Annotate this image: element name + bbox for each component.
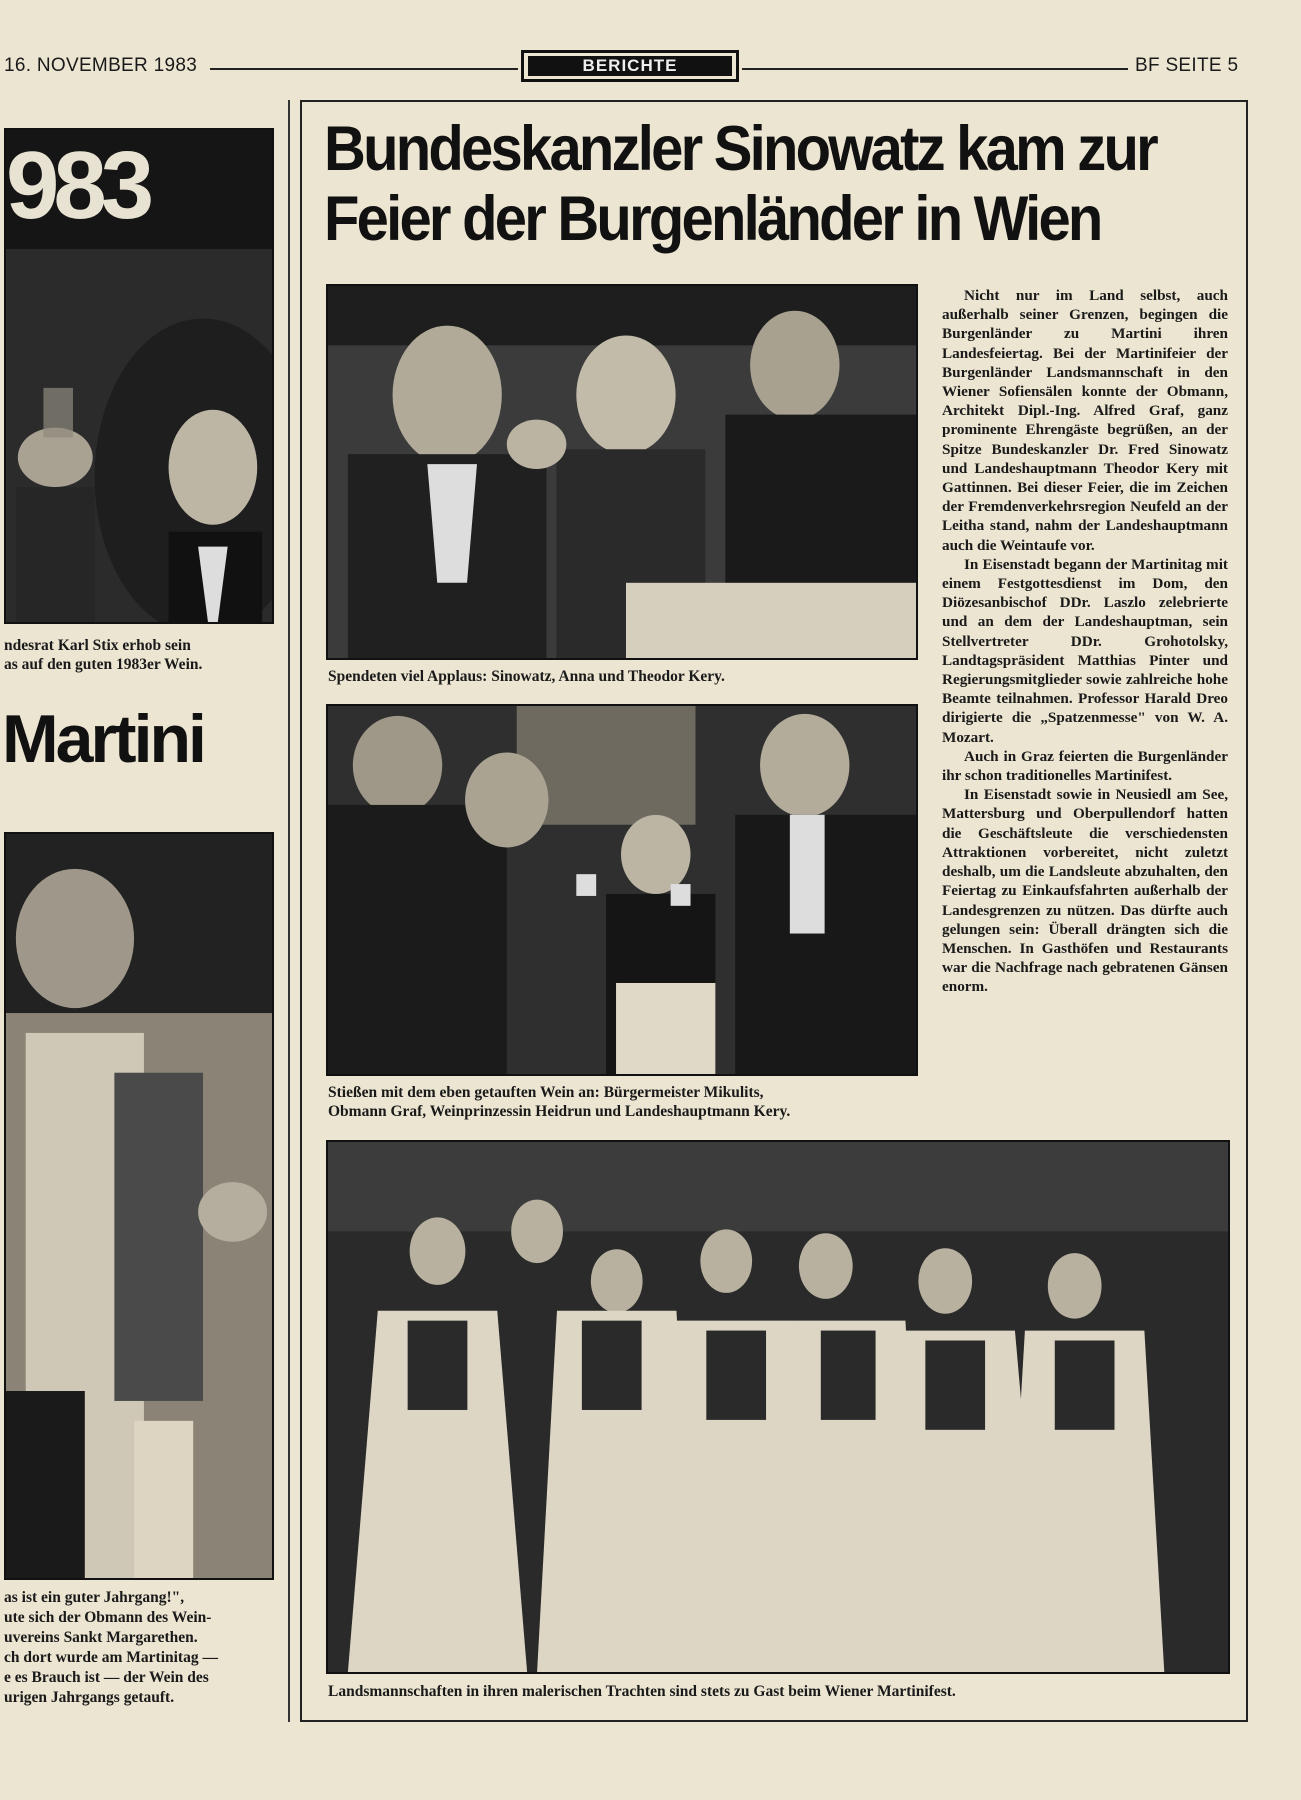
page-number: BF SEITE 5	[1135, 55, 1239, 76]
caption-line: ute sich der Obmann des Wein-	[4, 1609, 212, 1626]
caption-line: ndesrat Karl Stix erhob sein	[4, 637, 191, 654]
caption-line: e es Brauch ist — der Wein des	[4, 1669, 209, 1686]
section-label-box	[521, 50, 739, 82]
caption-line: as ist ein guter Jahrgang!",	[4, 1589, 185, 1606]
headline-line: Bundeskanzler Sinowatz kam zur	[324, 114, 1156, 184]
article-body	[942, 286, 1228, 997]
caption-traditional-costumes: Landsmannschaften in ihren malerischen Trachten sind stets zu Gast beim Wiener Martinifest.	[328, 1683, 956, 1700]
year-sign: 983	[6, 132, 149, 239]
caption-line: uvereins Sankt Margarethen.	[4, 1629, 198, 1646]
headline-line: Feier der Burgenländer in Wien	[324, 184, 1101, 254]
caption-karl-stix	[4, 636, 284, 674]
caption-line: Obmann Graf, Weinprinzessin Heidrun und Landeshauptmann Kery.	[328, 1103, 791, 1120]
photo-wine-toast	[4, 832, 274, 1580]
body-paragraph: In Eisenstadt sowie in Neusiedl am See, Mattersburg und Oberpullendorf hatten die Geschäftsleute die verschiedensten Attraktionen vorbereitet, nicht zuletzt deshalb, um die Landsleute abzuhalten, den Feiertag zu Einkaufsfahrten außerhalb der Landesgrenzen zu nützen. Das dürfte auch gelungen sein: Überall drängten sich die Menschen. In Gasthöfen und Restaurants war die Nachfrage nach gebratenen Gänsen enorm.	[942, 786, 1228, 996]
caption-line: urigen Jahrgangs getauft.	[4, 1689, 175, 1706]
body-paragraph: Nicht nur im Land selbst, auch außerhalb seiner Grenzen, begingen die Burgenländer zu Martini ihren Landesfeiertag. Bei der Martinifeier der Burgenländer Landsmannschaft in den Wiener Sofiensälen konnte der Obmann, Architekt Dipl.-Ing. Alfred Graf, ganz prominente Ehrengäste begrüßen, an der Spitze Bundeskanzler Dr. Fred Sinowatz und Landeshauptmann Theodor Kery mit Gattinnen. Bei dieser Feier, die im Zeichen der Fremdenverkehrsregion Neufeld an der Leitha stand, nahm der Landeshauptmann auch die Weintaufe vor.	[942, 287, 1228, 554]
photo-applause	[326, 284, 918, 660]
section-label: BERICHTE	[528, 56, 732, 76]
body-paragraph: In Eisenstadt begann der Martinitag mit einem Festgottesdienst im Dom, den Diözesanbischof DDr. Laszlo zelebrierte und an dem der Landeshauptman, sein Stellvertreter DDr. Grohotolsky, Landtagspräsident Matthias Pinter und Regierungsmitglieder sowie zahlreiche hohe Beamte teilnahmen. Professor Harald Dreo dirigierte die „Spatzenmesse" von W. A. Mozart.	[942, 555, 1228, 746]
caption-line: Stießen mit dem eben getauften Wein an: Bürgermeister Mikulits,	[328, 1084, 764, 1101]
issue-date: 16. NOVEMBER 1983	[4, 55, 198, 76]
caption-line: as auf den guten 1983er Wein.	[4, 656, 203, 673]
column-rule	[288, 100, 290, 1722]
caption-wine-toast	[4, 1588, 284, 1708]
caption-wine-toast-officials	[328, 1083, 928, 1121]
caption-line: ch dort wurde am Martinitag —	[4, 1649, 218, 1666]
photo-traditional-costumes	[326, 1140, 1230, 1674]
caption-applause: Spendeten viel Applaus: Sinowatz, Anna und Theodor Kery.	[328, 668, 725, 685]
body-paragraph: Auch in Graz feierten die Burgenländer ihr schon traditionelles Martinifest.	[942, 747, 1228, 785]
photo-wine-toast-officials	[326, 704, 918, 1076]
photo-karl-stix	[4, 128, 274, 624]
header-rule-left	[210, 68, 518, 70]
article-headline	[324, 114, 1180, 254]
header-rule-right	[742, 68, 1128, 70]
kicker-martini: Martini	[2, 701, 204, 777]
